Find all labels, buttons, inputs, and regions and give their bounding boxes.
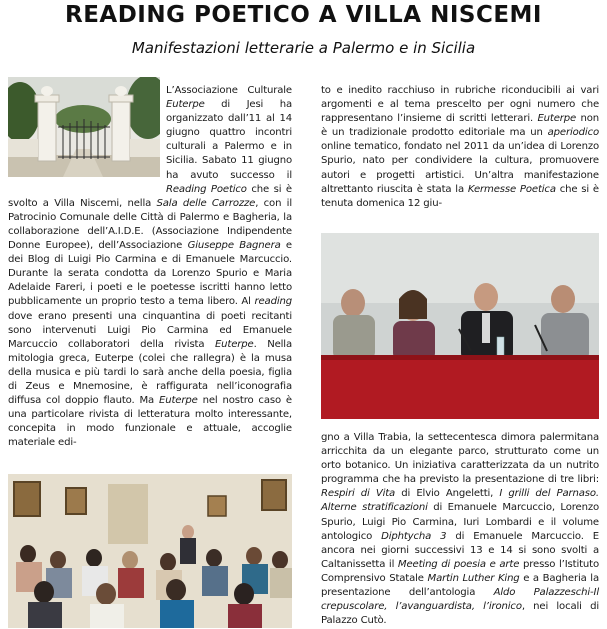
article-column-right-bottom <box>321 431 599 628</box>
audience-image <box>8 474 292 628</box>
paragraph-right-bottom: gno a Villa Trabia, la settecentesca dimora palermitana arricchita da un elegante parco, strutturato come un orto botanico. Un iniziativa caratterizzata da un nutrito programma che ha previsto la presentazione di tre libri: Respiri di Vita di Elvio Angeletti, I grilli del Parnaso. Alterne stratificazioni di Emanuele Marcuccio, Lorenzo Spurio, Luigi Pio Carmina, Iuri Lombardi e il volume antologico Diphtycha 3 di Emanuele Marcuccio. E ancora nei giorni successivi 13 e 14 si sono svolti a Caltanissetta il Meeting di poesia e arte presso l’Istituto Comprensivo Statale Martin Luther King e a Bagheria la presentazione dell’antologia Aldo Palazzeschi-Il crepuscolare, l’avanguardista, l’ironico, nei locali di Palazzo Cutò. <box>321 432 600 627</box>
panel-discussion-image <box>321 233 599 419</box>
article-title: READING POETICO A VILLA NISCEMI <box>64 2 542 28</box>
article-subtitle: Manifestazioni letterarie a Palermo e in Sicilia <box>131 39 476 57</box>
audience-photo <box>8 474 292 628</box>
article-column-right-top <box>321 84 599 211</box>
article-column-left <box>8 84 292 450</box>
paragraph-right-top: to e inedito racchiuso in rubriche riconducibili ai vari argomenti e al tema prescelto per ogni numero che rappresentano l’insieme di scritti letterari. Euterpe non è un tradizionale prodotto editoriale ma un aperiodico online tematico, fondato nel 2011 da un’idea di Lorenzo Spurio, nato per condividere la cultura, promuovere autori e progetti artistici. Un’altra manifestazione altrettanto riuscita è stata la Kermesse Poetica che si è tenuta domenica 12 giu- <box>321 85 599 209</box>
paragraph-left: L’Associazione Culturale Euterpe di Jesi ha organizzato dall’11 al 14 giugno quattro incontri culturali a Palermo e in Sicilia. Sabato 11 giugno ha avuto successo il Reading Poetico che si è svolto a Villa Niscemi, nella Sala delle Carrozze, con il Patrocinio Comunale delle Città di Palermo e Bagheria, la collaborazione dell’A.I.D.E. (Associazione Indipendente Donne Europee), dell’Associazione Giuseppe Bagnera e dei Blog di Luigi Pio Carmina e di Emanuele Marcuccio. Durante la serata condotta da Lorenzo Spurio e Maria Adelaide Fareri, i poeti e le poetesse iscritti hanno letto pubblicamente un proprio testo a tema libero. Al reading dove erano presenti una cinquantina di poeti recitanti sono intervenuti Luigi Pio Carmina ed Emanuele Marcuccio collaboratori della rivista Euterpe. Nella mitologia greca, Euterpe (colei che rallegra) è la musa della musica e più tardi lo sarà anche della poesia, figlia di Zeus e Mnemosine, è raffigurata nell’iconografia diffusa col doppio flauto. Ma Euterpe nel nostro caso è una particolare rivista di letteratura molto interessante, concepita in modo funzionale e attuale, accoglie materiale edi- <box>8 85 292 449</box>
panel-discussion-photo <box>321 233 599 419</box>
